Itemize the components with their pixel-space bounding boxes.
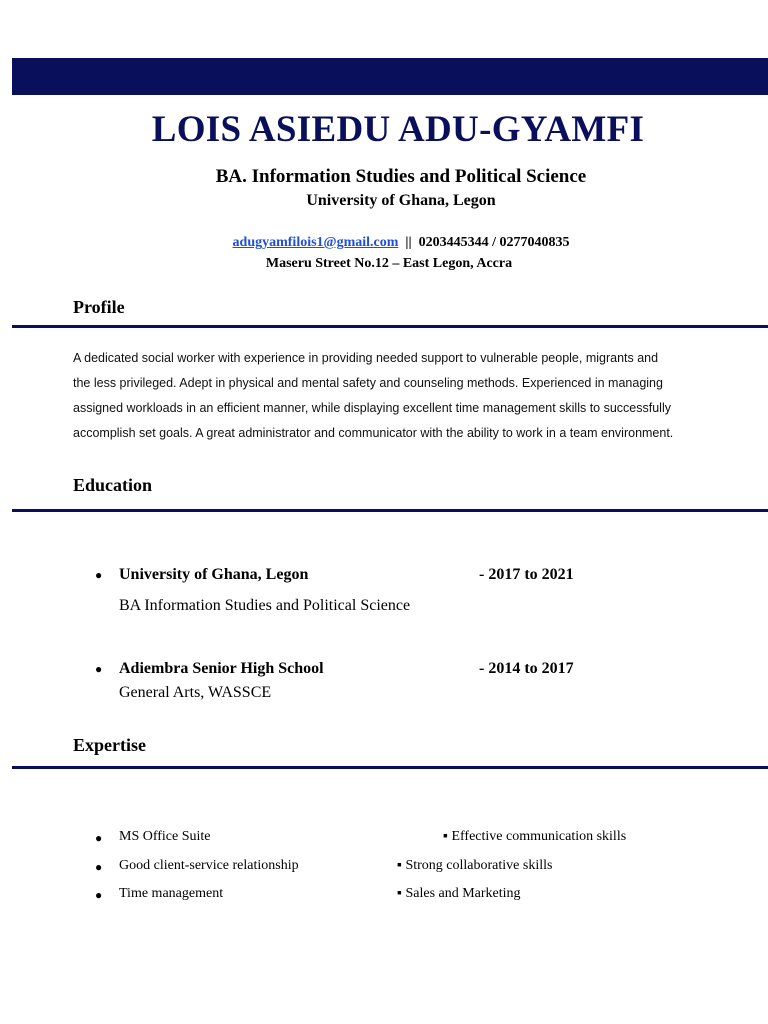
education-period: - 2017 to 2021 xyxy=(479,566,574,583)
email-link[interactable]: adugyamfilois1@gmail.com xyxy=(232,235,399,250)
section-rule-education xyxy=(12,509,768,512)
contact-line xyxy=(0,235,768,251)
bullet-icon: ● xyxy=(95,662,103,676)
profile-line: assigned workloads in an efficient manner, while displaying excellent time management skills to successfully xyxy=(73,401,671,415)
expertise-item: ▪ Sales and Marketing xyxy=(397,886,521,901)
bullet-icon: ● xyxy=(95,568,103,582)
section-rule-expertise xyxy=(12,766,768,769)
expertise-item: ▪ Effective communication skills xyxy=(443,829,627,844)
profile-line: the less privileged. Adept in physical and mental safety and counseling methods. Experienced in managing xyxy=(73,376,663,390)
header-bar xyxy=(12,58,768,95)
bullet-icon: ● xyxy=(95,860,103,874)
education-period: - 2014 to 2017 xyxy=(479,660,574,677)
section-title-expertise: Expertise xyxy=(73,735,146,755)
profile-line: accomplish set goals. A great administrator and communicator with the ability to work in a team environment. xyxy=(73,426,674,440)
education-school: Adiembra Senior High School xyxy=(119,660,324,677)
education-detail: General Arts, WASSCE xyxy=(119,684,272,701)
bullet-icon: ● xyxy=(95,831,103,845)
degree-title: BA. Information Studies and Political Science xyxy=(215,166,587,187)
contact-separator: || xyxy=(405,235,412,250)
expertise-item: Good client-service relationship xyxy=(119,858,299,873)
profile-paragraph xyxy=(73,346,691,446)
address: Maseru Street No.12 – East Legon, Accra xyxy=(265,256,513,271)
phone-numbers: 0203445344 / 0277040835 xyxy=(418,235,570,250)
education-school: University of Ghana, Legon xyxy=(119,566,309,583)
expertise-item: Time management xyxy=(119,886,224,901)
education-detail: BA Information Studies and Political Science xyxy=(119,597,411,614)
candidate-name: LOIS ASIEDU ADU-GYAMFI xyxy=(151,109,645,150)
university-name: University of Ghana, Legon xyxy=(306,192,496,209)
expertise-item: ▪ Strong collaborative skills xyxy=(397,858,553,873)
section-title-education: Education xyxy=(73,475,153,495)
section-rule-profile xyxy=(12,325,768,328)
bullet-icon: ● xyxy=(95,888,103,902)
expertise-item: MS Office Suite xyxy=(119,829,211,844)
section-title-profile: Profile xyxy=(73,297,125,317)
profile-line: A dedicated social worker with experience in providing needed support to vulnerable people, migrants and xyxy=(73,351,659,365)
